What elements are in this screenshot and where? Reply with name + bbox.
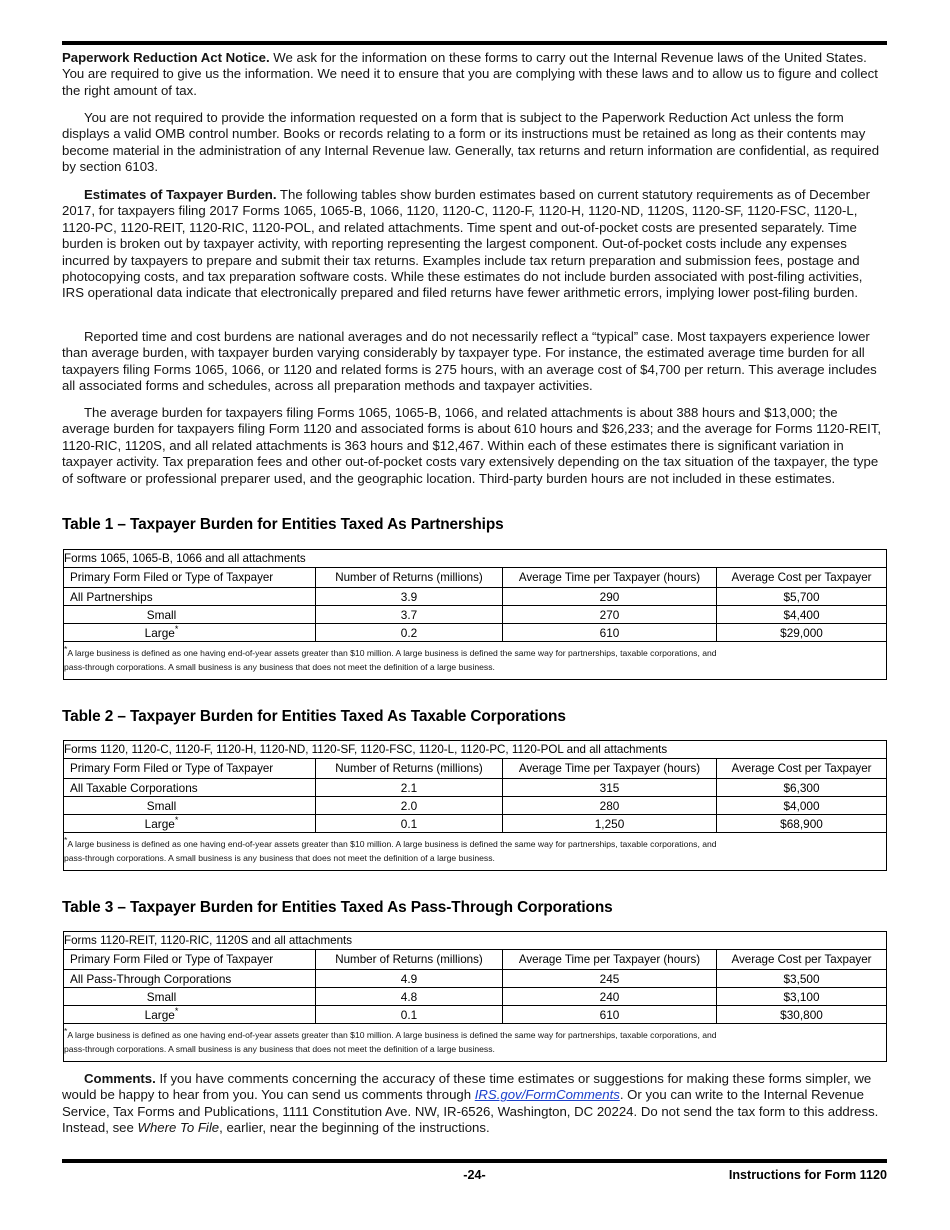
footnote-marker: * [64, 1026, 68, 1037]
footnote-marker: * [64, 644, 68, 655]
table-column-header-row [64, 950, 887, 970]
table-footnote [64, 1024, 887, 1062]
table-footnote-row [64, 833, 887, 871]
paragraph-body-text: We ask for the information on these forms to carry out the Internal Revenue laws of the United States. You are required to give us the information. We need it to ensure that you are complying with these laws and to allow us to figure and collect the right amount of tax. [62, 50, 878, 98]
footnote-line-2: pass-through corporations. A small business is any business that does not meet the definition of a large business. [64, 852, 495, 863]
footnote-line-1: A large business is defined as one having end-of-year assets greater than $10 million. A large business is defined the same way for partnerships, taxable corporations, and [67, 838, 717, 849]
table-forms-header-row [64, 550, 887, 568]
column-header-average-time: Average Time per Taxpayer (hours) [503, 759, 717, 779]
cell-average-cost: $6,300 [717, 779, 887, 797]
table-row [64, 988, 887, 1006]
cell-average-time: 315 [503, 779, 717, 797]
column-header-primary-form: Primary Form Filed or Type of Taxpayer [64, 759, 316, 779]
paragraph-estimates-of-taxpayer-burden [62, 187, 887, 302]
table-row [64, 815, 887, 833]
cell-number-of-returns: 0.1 [316, 1006, 503, 1024]
cell-average-cost: $3,500 [717, 970, 887, 988]
paragraph-lead-label: Estimates of Taxpayer Burden. [84, 187, 277, 202]
table-row [64, 588, 887, 606]
table-forms-header-row [64, 932, 887, 950]
column-header-average-cost: Average Cost per Taxpayer [717, 568, 887, 588]
table-footnote [64, 833, 887, 871]
footnote-line-2: pass-through corporations. A small business is any business that does not meet the definition of a large business. [64, 661, 495, 672]
table-2-title: Table 2 – Taxpayer Burden for Entities Taxed As Taxable Corporations [62, 708, 566, 725]
row-label-text: Large [144, 816, 175, 831]
paragraph-body-text: The average burden for taxpayers filing Forms 1065, 1065-B, 1066, and related attachments is about 388 hours and $13,000; the average burden for taxpayers filing Form 1120 and associated forms is about 610 hours and $26,233; and the average for Forms 1120-REIT, 1120-RIC, 1120S, and all related attachments is 363 hours and $12,467. Within each of these estimates there is significant variation in taxpayer activity. Tax preparation fees and other out-of-pocket costs vary extensively depending on the tax situation of the taxpayer, the type of software or professional preparer used, and the geographic location. Third-party burden hours are not included in these estimates. [62, 405, 882, 486]
footnote-marker: * [174, 623, 179, 634]
row-label: Small [64, 797, 316, 815]
cell-number-of-returns: 4.9 [316, 970, 503, 988]
table-row [64, 797, 887, 815]
paragraph-body-text: You are not required to provide the information requested on a form that is subject to the Paperwork Reduction Act unless the form displays a valid OMB control number. Books or records relating to a form or its instructions must be retained as long as their contents may become material in the administration of any Internal Revenue law. Generally, tax returns and return information are confidential, as required by section 6103. [62, 110, 880, 175]
cell-number-of-returns: 2.1 [316, 779, 503, 797]
footer-rule [62, 1159, 887, 1163]
table-footnote [64, 642, 887, 680]
cell-average-time: 270 [503, 606, 717, 624]
cell-average-cost: $29,000 [717, 624, 887, 642]
table-forms-header: Forms 1120, 1120-C, 1120-F, 1120-H, 1120-ND, 1120-SF, 1120-FSC, 1120-L, 1120-PC, 1120-POL and all attachments [64, 741, 887, 759]
row-label: Small [64, 606, 316, 624]
footnote-marker: * [174, 1005, 179, 1016]
row-label: All Partnerships [64, 588, 316, 606]
table-3-title: Table 3 – Taxpayer Burden for Entities Taxed As Pass-Through Corporations [62, 899, 613, 916]
cell-average-cost: $5,700 [717, 588, 887, 606]
footnote-marker: * [174, 814, 179, 825]
comments-text-part-1: If you have comments concerning the accuracy of these time estimates or suggestions for making these forms simpler, we would be happy to hear from you. You can send us comments through [62, 1071, 872, 1103]
column-header-number-of-returns: Number of Returns (millions) [316, 759, 503, 779]
cell-average-time: 610 [503, 1006, 717, 1024]
page-number: -24- [463, 1168, 486, 1182]
row-label: All Pass-Through Corporations [64, 970, 316, 988]
paragraph-reported-time-and-cost [62, 329, 887, 395]
paragraph-body-text: Reported time and cost burdens are national averages and do not necessarily reflect a “typical” case. Most taxpayers experience lower than average burden, with taxpayer burden varying considerably by taxpayer type. For instance, the estimated average time burden for all taxpayers filing Forms 1065, 1066, or 1120 and related forms is 275 hours, with an average cost of $4,700 per return. This average includes all associated forms and schedules, across all preparation methods and taxpayer activities. [62, 329, 877, 394]
row-label-text: Large [144, 1007, 175, 1022]
table-row [64, 606, 887, 624]
footnote-line-1: A large business is defined as one having end-of-year assets greater than $10 million. A large business is defined the same way for partnerships, taxable corporations, and [67, 1029, 717, 1040]
table-row [64, 1006, 887, 1024]
cell-average-time: 280 [503, 797, 717, 815]
paragraph-average-burden [62, 405, 887, 487]
cell-number-of-returns: 3.9 [316, 588, 503, 606]
header-rule [62, 41, 887, 45]
column-header-primary-form: Primary Form Filed or Type of Taxpayer [64, 568, 316, 588]
column-header-number-of-returns: Number of Returns (millions) [316, 950, 503, 970]
paragraph-omb-control [62, 110, 887, 176]
table-forms-header-row [64, 741, 887, 759]
column-header-number-of-returns: Number of Returns (millions) [316, 568, 503, 588]
row-label-text: Large [144, 625, 175, 640]
paragraph-lead-label: Paperwork Reduction Act Notice. [62, 50, 270, 65]
cell-average-time: 245 [503, 970, 717, 988]
cell-average-cost: $3,100 [717, 988, 887, 1006]
cell-average-time: 610 [503, 624, 717, 642]
footnote-marker: * [64, 835, 68, 846]
column-header-average-cost: Average Cost per Taxpayer [717, 759, 887, 779]
irs-form-comments-link[interactable]: IRS.gov/FormComments [474, 1087, 620, 1103]
paragraph-lead-label: Comments. [84, 1071, 156, 1086]
row-label: All Taxable Corporations [64, 779, 316, 797]
cell-number-of-returns: 2.0 [316, 797, 503, 815]
column-header-primary-form: Primary Form Filed or Type of Taxpayer [64, 950, 316, 970]
column-header-average-time: Average Time per Taxpayer (hours) [503, 950, 717, 970]
table-column-header-row [64, 568, 887, 588]
table-forms-header: Forms 1065, 1065-B, 1066 and all attachments [64, 550, 887, 568]
cell-average-time: 1,250 [503, 815, 717, 833]
footnote-line-2: pass-through corporations. A small business is any business that does not meet the definition of a large business. [64, 1043, 495, 1054]
cell-average-cost: $4,000 [717, 797, 887, 815]
cell-number-of-returns: 4.8 [316, 988, 503, 1006]
table-1-title: Table 1 – Taxpayer Burden for Entities Taxed As Partnerships [62, 516, 504, 533]
table-forms-header: Forms 1120-REIT, 1120-RIC, 1120S and all attachments [64, 932, 887, 950]
table-3-taxpayer-burden-pass-through-corporations [63, 931, 887, 1062]
row-label [64, 1006, 316, 1024]
footer-form-reference: Instructions for Form 1120 [728, 1168, 887, 1182]
paragraph-comments [62, 1071, 887, 1137]
table-column-header-row [64, 759, 887, 779]
page-footer [62, 1168, 887, 1188]
cell-average-cost: $4,400 [717, 606, 887, 624]
cell-average-time: 240 [503, 988, 717, 1006]
cell-number-of-returns: 0.2 [316, 624, 503, 642]
paragraph-paperwork-reduction-act [62, 50, 887, 99]
cell-average-time: 290 [503, 588, 717, 606]
table-footnote-row [64, 1024, 887, 1062]
comments-text-part-3: , earlier, near the beginning of the instructions. [219, 1120, 490, 1136]
table-footnote-row [64, 642, 887, 680]
table-row [64, 624, 887, 642]
cell-number-of-returns: 0.1 [316, 815, 503, 833]
table-row [64, 970, 887, 988]
column-header-average-cost: Average Cost per Taxpayer [717, 950, 887, 970]
comments-text-part-2: . Or you can write to the Internal Revenue Service, Tax Forms and Publications, 1111 Constitution Ave. NW, IR-6526, Washington, DC 20224. Do not send the tax form to this address. Instead, see [62, 1087, 879, 1136]
row-label: Small [64, 988, 316, 1006]
paragraph-body-text: The following tables show burden estimates based on current statutory requirements as of December 2017, for taxpayers filing 2017 Forms 1065, 1065-B, 1066, 1120, 1120-C, 1120-F, 1120-H, 1120-ND, 1120S, 1120-SF, 1120-FSC, 1120-L, 1120-PC, 1120-REIT, 1120-RIC, 1120-POL, and related attachments. Time spent and out-of-pocket costs are presented separately. Time burden is broken out by taxpayer activity, with reporting representing the largest component. Out-of-pocket costs include any expenses incurred by taxpayers to prepare and submit their tax returns. Examples include tax return preparation and submission fees, postage and photocopying costs, and tax preparation software costs. While these estimates do not include burden associated with post-filing activities, IRS operational data indicate that electronically prepared and filed returns have fewer arithmetic errors, implying lower post-filing burden. [62, 187, 871, 301]
row-label [64, 624, 316, 642]
where-to-file-reference: Where To File [137, 1120, 220, 1136]
row-label [64, 815, 316, 833]
cell-average-cost: $30,800 [717, 1006, 887, 1024]
cell-average-cost: $68,900 [717, 815, 887, 833]
footnote-line-1: A large business is defined as one having end-of-year assets greater than $10 million. A large business is defined the same way for partnerships, taxable corporations, and [67, 647, 717, 658]
table-2-taxpayer-burden-taxable-corporations [63, 740, 887, 871]
cell-number-of-returns: 3.7 [316, 606, 503, 624]
column-header-average-time: Average Time per Taxpayer (hours) [503, 568, 717, 588]
table-row [64, 779, 887, 797]
table-1-taxpayer-burden-partnerships [63, 549, 887, 680]
